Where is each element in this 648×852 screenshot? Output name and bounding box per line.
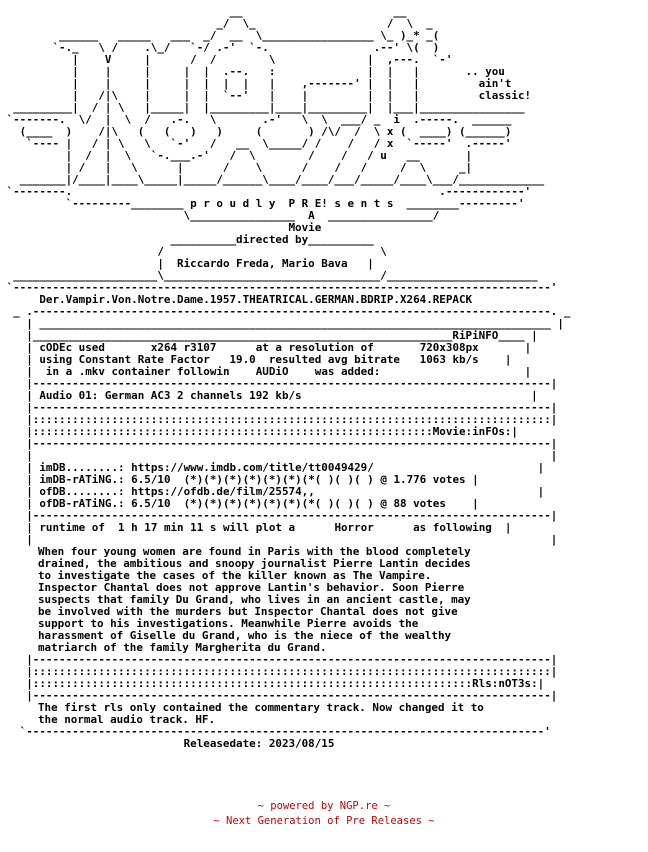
logo-ascii-art: __ __ _/ \_ / \ _ ______ _____ ___ _/ __ \_________________ \_ )_* _( `-._ \ / .\_/ `-/ .-' `-. .--' \( ) | V | / / \ | ,---. `-' | | | | | .--. : | | | .. you | | | | | | | | ,-------' | | | ain't | /|\ | | | `--' | | | | | classic! _________| / | \ |_____| |_________|____|_________| |___|________________ `-------. \/ | \ / .-. \ .-' \ \ ___/ _ i .-----. ______ (____ ) /|\ ( ( ) ) ( ) /\/ / \ x ( ____) (______) `---- | / | \ \ `-' / __ \_____/ / / / x `-----' .-----' | / | \ `-.___.-' / \ / / / u __ | | / | \ | / \ / / / / \ _| _______|/____|____\_____|_____/______\____/____/___/_____/____\___/_____________ `--------. .------------' xyxy=(6,5,545,198)
proudly-presents-line: `---------________ p r o u d l y P R E! s e n t s ________---------' xyxy=(0,197,525,210)
director-frame-bottom: ______________________\_________________________________/_______________________ `----------------------------------------------------------------------------------' xyxy=(6,269,558,294)
codec-value: x264 r3107 xyxy=(150,341,217,354)
imdb-votes: @ 1.776 votes xyxy=(380,473,466,486)
nfo-document xyxy=(0,6,648,750)
director-line: | Riccardo Freda, Mario Bava | xyxy=(0,257,374,270)
footer-tagline: ~ Next Generation of Pre Releases ~ xyxy=(213,815,435,827)
crf-value: 19.0 xyxy=(229,353,256,366)
rlsnotes-text: The first rls only contained the commentary track. Now changed it to the normal audio track. HF. xyxy=(38,701,484,726)
genre-value: Horror xyxy=(334,521,374,534)
movieinfo-header: Movie:inFOs xyxy=(432,425,505,438)
releasedate-label: Releasedate: xyxy=(183,737,263,750)
runtime-value: 1 h 17 min 11 s xyxy=(118,521,217,534)
director-frame-top: / \ xyxy=(0,245,387,258)
audio-label: AUDiO xyxy=(255,365,289,378)
releasedate-value: 2023/08/15 xyxy=(268,737,335,750)
rlsnotes-section: |-------------------------------------------------------------------------------| |:::::::::::::::::::::::::::::::::::::::::::::::::::::::::::::::::::::::::::::::| |:::::::::::::::::::::::::::::::::::::::::::::::::::::::::::::::::::Rls:nOT3s:| |-------------------------------------------------------------------------------| xyxy=(26,653,558,702)
imdb-rating: 6.5/10 xyxy=(131,473,171,486)
resolution-value: 720x308px xyxy=(419,341,479,354)
director-names: Riccardo Freda, Mario Bava xyxy=(177,257,348,270)
movieinfo-section: |:::::::::::::::::::::::::::::::::::::::::::::::::::::::::::::::::::::::::::::::| |:::::::::::::::::::::::::::::::::::::::::::::::::::::::::::::Movie:inFOs:| |-------------------------------------------------------------------------------| | | | imDB........: https://www.imdb.com/title/tt0049429/ | | imDB-rATiNG.: 6.5/10 (*)(*)(*)(*)(*)(*)(*( )( )( ) @ 1.776 votes | | ofDB........: https://ofdb.de/film/25574,, | | ofDB-rATiNG.: 6.5/10 (*)(*)(*)(*)(*)(*)(*( )( )( ) @ 88 votes | |-------------------------------------------------------------------------------| | runtime of 1 h 17 min 11 s will plot a Horror as following | | | xyxy=(26,413,558,546)
ofdb-rating: 6.5/10 xyxy=(131,497,171,510)
box-bottom: `-------------------------------------------------------------------------------' xyxy=(0,725,551,738)
rlsnotes-header: Rls:nOT3s xyxy=(472,677,532,690)
ofdb-votes: @ 88 votes xyxy=(380,497,446,510)
a-movie-line: \________________ A ________________/ xyxy=(0,209,440,222)
imdb-link[interactable]: https://www.imdb.com/title/tt0049429/ xyxy=(131,461,374,474)
audio-track: Audio 01: German AC3 2 channels 192 kb/s xyxy=(39,389,302,402)
footer-powered-by: ~ powered by NGP.re ~ xyxy=(257,800,391,812)
movie-line: Movie xyxy=(0,221,322,234)
ripinfo-section: |________________________________________________________________RiPiNFO____ | | cODEc used x264 r3107 at a resolution of 720x308px | | using Constant Rate Factor 19.0 resulted avg bitrate 1063 kb/s | | in a .mkv container followin AUDiO was added: | |-------------------------------------------------------------------------------| | Audio 01: German AC3 2 channels 192 kb/s | |-------------------------------------------------------------------------------| xyxy=(0,329,558,414)
imdb-stars: (*)(*)(*)(*)(*)(*)(*( )( )( ) xyxy=(183,473,374,486)
directed-by-line: __________directed by__________ xyxy=(0,233,374,246)
ofdb-stars: (*)(*)(*)(*)(*)(*)(*( )( )( ) xyxy=(183,497,374,510)
ofdb-link[interactable]: https://ofdb.de/film/25574,, xyxy=(131,485,315,498)
box-top: _ .-------------------------------------------------------------------------------. _ | ______________________________________________________________________________ | xyxy=(13,305,571,330)
releasedate-line xyxy=(0,738,648,750)
plot-text: When four young women are found in Paris with the blood completely drained, the ambitious and snoopy journalist Pierre Lantin decides to investigate the cases of the killer known as The Vampire. Inspector Chantal does not approve Lantin's behavior. Soon Pierre suspects that family Du Grand, who lives in an ancient castle, may be involved with the murders but Inspector Chantal does not give support to his investigations. Meanwhile Pierre avoids the harassment of Giselle du Grand, who is the niece of the wealthy matriarch of the family Margherita du Grand. xyxy=(38,545,471,654)
release-name: Der.Vampir.Von.Notre.Dame.1957.THEATRICAL.GERMAN.BDRIP.X264.REPACK xyxy=(39,293,473,306)
ripinfo-header: RiPiNFO xyxy=(452,329,499,342)
bitrate-value: 1063 kb/s xyxy=(419,353,479,366)
